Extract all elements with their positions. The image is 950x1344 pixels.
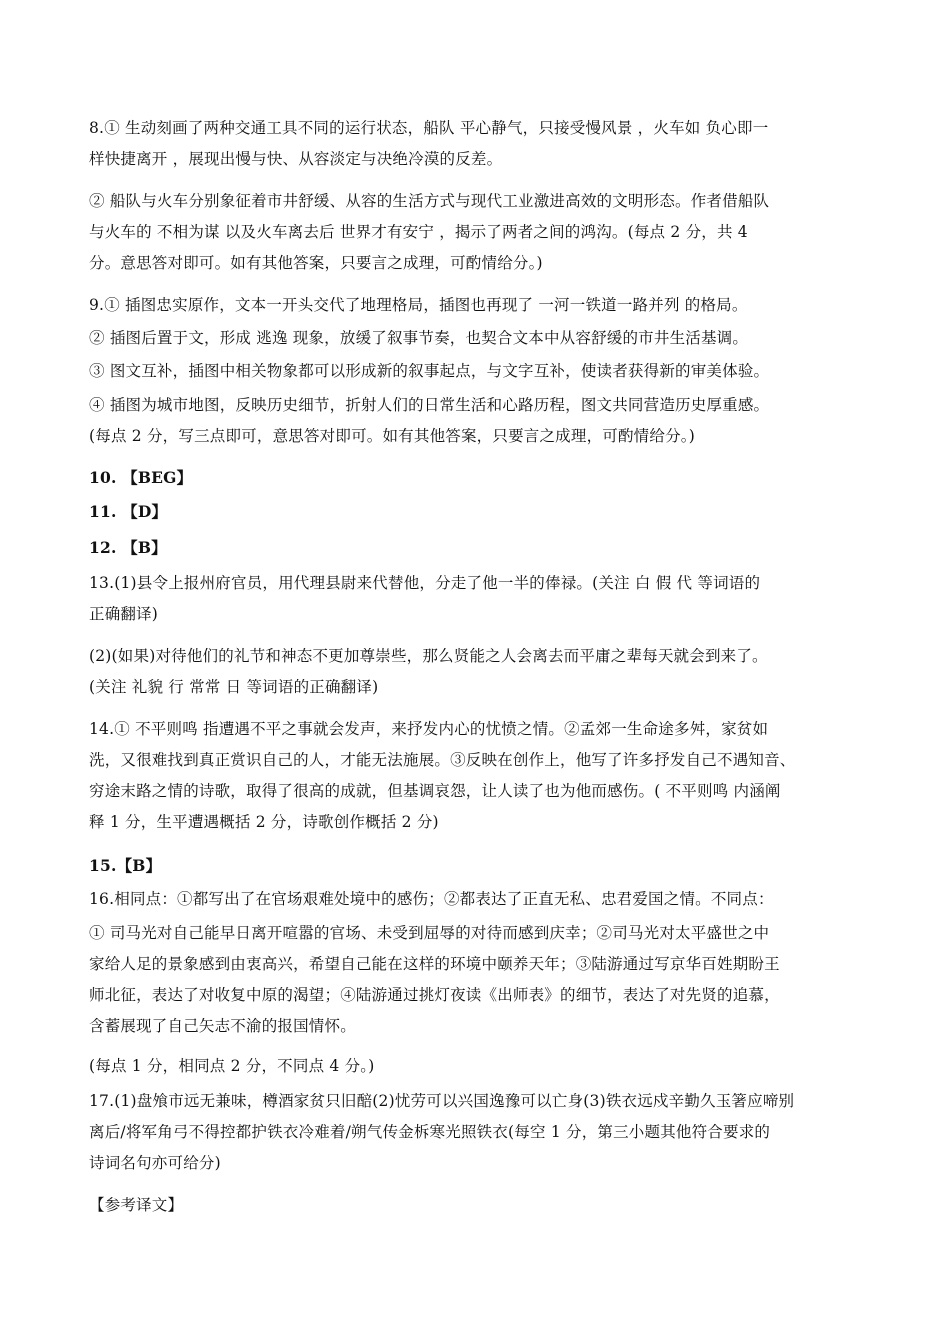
answer-9-line-5: (每点 2 分，写三点即可，意思答对即可。如有其他答案，只要言之成理，可酌情给分。) [89,427,695,445]
answer-16-line-3: 家给人足的景象感到由衷高兴，希望自己能在这样的环境中颐养天年；③陆游通过写京华百姓期盼王 [89,955,780,973]
answer-12: 12. 【B】 [89,538,167,557]
answer-16-line-2: ① 司马光对自己能早日离开喧嚣的官场、未受到屈辱的对待而感到庆幸；②司马光对太平盛世之中 [89,924,770,942]
answer-9-line-1: 9.① 插图忠实原作，文本一开头交代了地理格局，插图也再现了 一河一铁道一路并列 的格局。 [89,296,748,314]
answer-14-line-2: 洗，又很难找到真正赏识自己的人，才能无法施展。③反映在创作上，他写了许多抒发自己不遇知音、 [89,751,796,769]
answer-14-line-4: 释 1 分，生平遭遇概括 2 分，诗歌创作概括 2 分) [89,813,439,831]
answer-8-line-3: ② 船队与火车分别象征着市井舒缓、从容的生活方式与现代工业激进高效的文明形态。作者借船队 [89,192,770,210]
reference-translation-heading: 【参考译文】 [89,1196,184,1214]
answer-8-line-5: 分。意思答对即可。如有其他答案，只要言之成理，可酌情给分。) [89,254,543,272]
answer-17-line-1: 17.(1)盘飧市远无兼味，樽酒家贫只旧醅(2)忧劳可以兴国逸豫可以亡身(3)铁衣远戍辛勤久玉箸应啼别 [89,1092,795,1110]
answer-13-line-2: 正确翻译) [89,605,159,623]
answer-14-line-3: 穷途末路之情的诗歌，取得了很高的成就，但基调哀怨，让人读了也为他而感伤。( 不平则鸣 内涵阐 [89,782,781,800]
answer-15: 15.【B】 [89,856,162,875]
answer-17-line-3: 诗词名句亦可给分) [89,1154,221,1172]
answer-16-line-4: 师北征，表达了对收复中原的渴望；④陆游通过挑灯夜读《出师表》的细节，表达了对先贤的追慕， [89,986,780,1004]
answer-16-line-1: 16.相同点：①都写出了在官场艰难处境中的感伤；②都表达了正直无私、忠君爱国之情。不同点： [89,890,774,908]
answer-10: 10. 【BEG】 [89,468,193,487]
answer-13-line-4: (关注 礼貌 行 常常 日 等词语的正确翻译) [89,678,379,696]
answer-13-line-3: (2)(如果)对待他们的礼节和神态不更加尊崇些，那么贤能之人会离去而平庸之辈每天就会到来了。 [89,647,768,665]
answer-8-line-4: 与火车的 不相为谋 以及火车离去后 世界才有安宁 ，揭示了两者之间的鸿沟。(每点 2 分，共 4 [89,223,748,241]
answer-14-line-1: 14.① 不平则鸣 指遭遇不平之事就会发声，来抒发内心的忧愤之情。②孟郊一生命途多舛，家贫如 [89,720,769,738]
answer-13-line-1: 13.(1)县令上报州府官员，用代理县尉来代替他，分走了他一半的俸禄。(关注 白 假 代 等词语的 [89,574,761,592]
answer-17-line-2: 离后/将军角弓不得控都护铁衣冷难着/朔气传金柝寒光照铁衣(每空 1 分，第三小题其他符合要求的 [89,1123,771,1141]
answer-9-line-4: ④ 插图为城市地图，反映历史细节，折射人们的日常生活和心路历程，图文共同营造历史厚重感。 [89,396,770,414]
answer-11: 11. 【D】 [89,502,168,521]
answer-16-line-5: 含蓄展现了自己矢志不渝的报国情怀。 [89,1017,356,1035]
answer-16-line-6: (每点 1 分，相同点 2 分，不同点 4 分。) [89,1057,375,1075]
answer-8-line-2: 样快捷离开 ，展现出慢与快、从容淡定与决绝冷漠的反差。 [89,150,503,168]
answer-9-line-2: ② 插图后置于文，形成 逃逸 现象，放缓了叙事节奏，也契合文本中从容舒缓的市井生活基调。 [89,329,749,347]
answer-8-line-1: 8.① 生动刻画了两种交通工具不同的运行状态，船队 平心静气，只接受慢风景 ，火车如 负心即一 [89,119,769,137]
answer-9-line-3: ③ 图文互补，插图中相关物象都可以形成新的叙事起点，与文字互补，使读者获得新的审美体验。 [89,362,770,380]
